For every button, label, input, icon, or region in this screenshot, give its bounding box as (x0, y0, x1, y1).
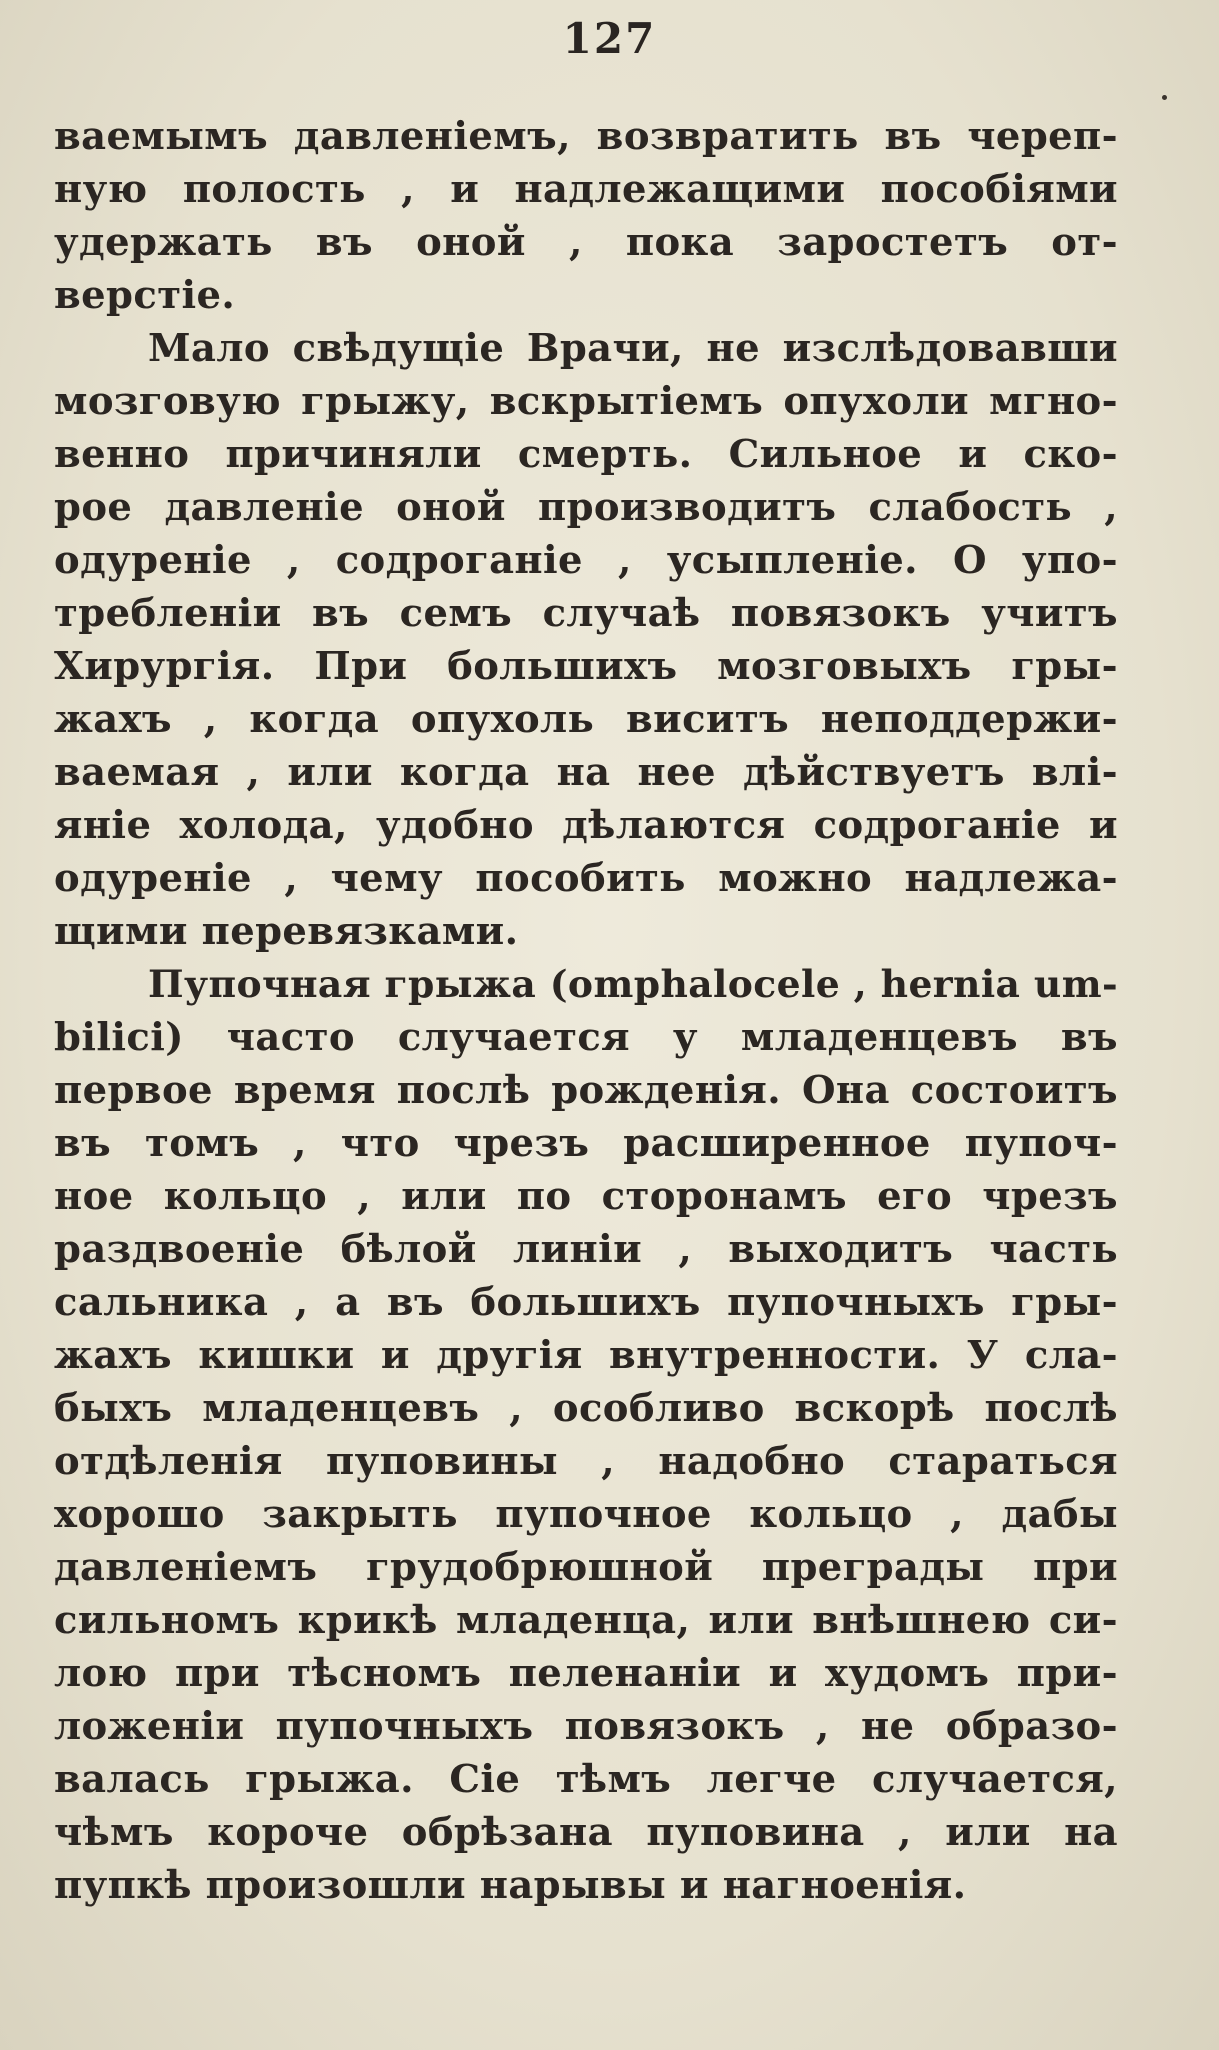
text-line: сальника , а въ большихъ пупочныхъ гры- (54, 1280, 1118, 1325)
text-line: ную полость , и надлежащими пособіями (54, 167, 1118, 212)
text-line: ваемымъ давленіемъ, возвратить въ череп- (54, 114, 1118, 159)
text-line: bilici) часто случается у младенцевъ въ (54, 1015, 1118, 1060)
text-line: треблeнiи въ семъ случаѣ повязокъ учитъ (54, 591, 1118, 636)
text-line: давленіемъ грудобрюшной преграды при (54, 1545, 1118, 1590)
text-line: пупкѣ произошли нарывы и нагноенія. (54, 1863, 967, 1908)
text-line: первое время послѣ рожденія. Она состоитъ (54, 1068, 1118, 1113)
text-line: отдѣленія пуповины , надобно стараться (54, 1439, 1118, 1484)
text-line: ложеніи пупочныхъ повязокъ , не образо- (54, 1704, 1118, 1749)
text-line: верстіе. (54, 273, 236, 318)
text-line: въ томъ , что чрезъ расширенное пупоч- (54, 1121, 1118, 1166)
text-line: одуреніе , чему пособить можно надлежа- (54, 856, 1118, 901)
text-line: удержать въ оной , пока заростетъ от- (54, 220, 1118, 265)
text-line: ваемая , или когда на нее дѣйствуетъ влі- (54, 750, 1118, 795)
text-line: валась грыжа. Сіе тѣмъ легче случается, (54, 1757, 1118, 1802)
ink-speck (1162, 95, 1167, 100)
text-line: хорошо закрыть пупочное кольцо , дабы (54, 1492, 1118, 1537)
text-line: чѣмъ короче обрѣзана пуповина , или на (54, 1810, 1118, 1855)
text-line: сильномъ крикѣ младенца, или внѣшнею си- (54, 1598, 1118, 1643)
body-text (54, 110, 1118, 1912)
text-line: рое давленіе оной производитъ слабость , (54, 485, 1118, 530)
text-line: жахъ , когда опухоль виситъ неподдержи- (54, 697, 1118, 742)
text-line: Мало свѣдущіе Врачи, не изслѣдовавши (148, 326, 1118, 371)
text-line: одуреніе , содроганіе , усыпленіе. О упо- (54, 538, 1118, 583)
text-line: ное кольцо , или по сторонамъ его чрезъ (54, 1174, 1118, 1219)
paragraph-3 (54, 958, 1118, 1912)
text-line: Пупочная грыжа (omphalocele , hernia um- (148, 962, 1118, 1006)
text-line: яніе холода, удобно дѣлаются содроганіе и (54, 803, 1118, 848)
text-line: раздвоеніе бѣлой линіи , выходитъ часть (54, 1227, 1118, 1272)
paragraph-2 (54, 322, 1118, 958)
text-line: лою при тѣсномъ пеленаніи и худомъ при- (54, 1651, 1118, 1696)
text-line: быхъ младенцевъ , особливо вскорѣ послѣ (54, 1386, 1118, 1431)
text-line: мозговую грыжу, вскрытіемъ опухоли мгно- (54, 379, 1118, 424)
text-line: жахъ кишки и другія внутренности. У сла- (54, 1333, 1118, 1378)
paragraph-1 (54, 110, 1118, 322)
text-line: щими перевязками. (54, 909, 519, 954)
text-line: венно причиняли смерть. Сильное и ско- (54, 432, 1118, 477)
text-line: Хирургія. При большихъ мозговыхъ гры- (54, 644, 1118, 689)
page-number: 127 (562, 14, 657, 63)
